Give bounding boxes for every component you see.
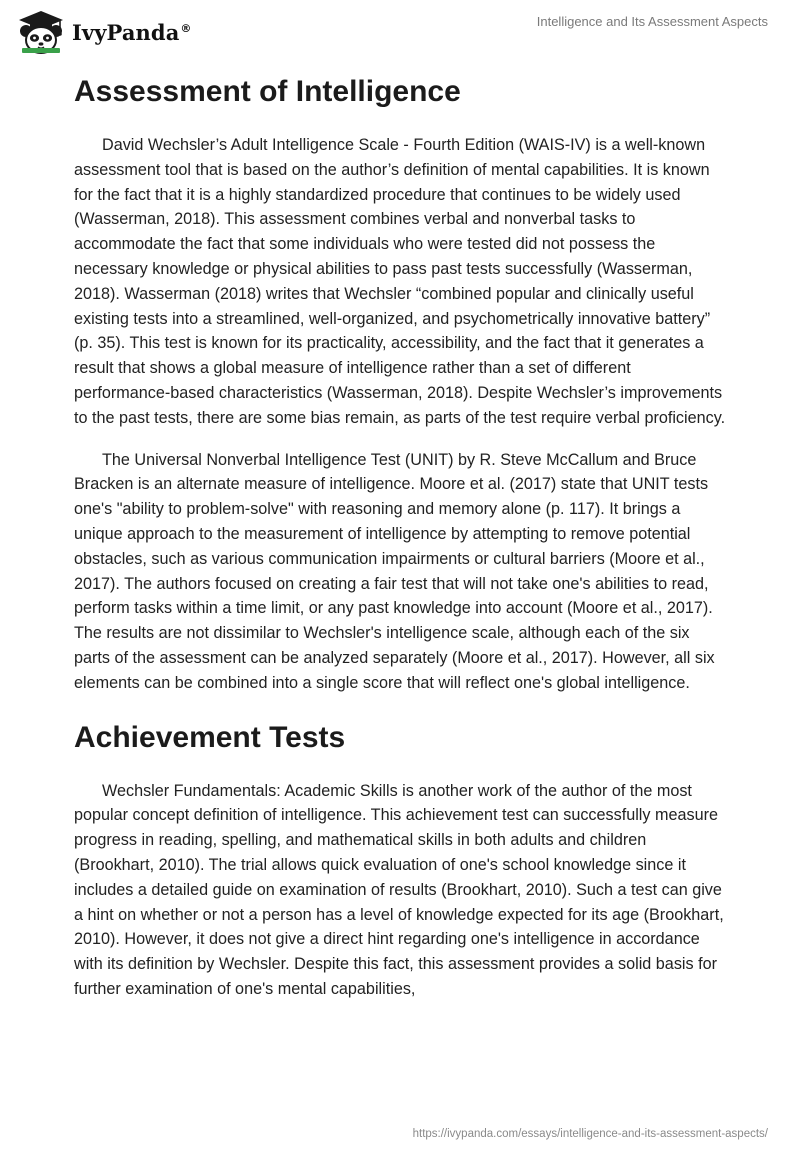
paragraph-unit: The Universal Nonverbal Intelligence Test (UNIT) by R. Steve McCallum and Bruce Bracken is an alternate measure of intelligence. Moore et al. (2017) state that UNIT tests one's "ability to problem-solve" with reasoning and memory alone (p. 117). It brings a unique approach to the measurement of intelligence by attempting to remove potential obstacles, such as various communication impairments or cultural barriers (Moore et al., 2017). The authors focused on creating a fair test that will not take one's abilities to read, perform tasks within a time limit, or any past knowledge into account (Moore et al., 2017). The results are not dissimilar to Wechsler's intelligence scale, although each of the six parts of the assessment can be analyzed separately (Moore et al., 2017). However, all six elements can be combined into a single score that will reflect one's global intelligence.: [74, 450, 715, 692]
paragraph-wais: David Wechsler’s Adult Intelligence Scale - Fourth Edition (WAIS-IV) is a well-known assessment tool that is based on the author’s definition of mental capabilities. It is known for the fact that it is a highly standardized procedure that continues to be widely used (Wasserman, 2018). This assessment combines verbal and nonverbal tasks to accommodate the fact that some individuals who were tested did not possess the necessary knowledge or physical abilities to pass past tests successfully (Wasserman, 2018). Wasserman (2018) writes that Wechsler “combined popular and clinically useful existing tests into a streamlined, well-organized, and psychometrically innovative battery” (p. 35). This test is known for its practicality, accessibility, and the fact that it generates a result that shows a global measure of intelligence rather than a set of different performance-based characteristics (Wasserman, 2018). Despite Wechsler’s improvements to the past tests, there are some bias remain, as parts of the test require verbal proficiency.: [74, 136, 726, 427]
source-url[interactable]: https://ivypanda.com/essays/intelligence-and-its-assessment-aspects/: [412, 1128, 768, 1140]
section-heading-achievement: Achievement Tests: [74, 720, 346, 754]
essay-body: [74, 68, 728, 1019]
registered-mark: ®: [180, 21, 192, 35]
paragraph-wechsler-fundamentals: Wechsler Fundamentals: Academic Skills is another work of the author of the most popular concept definition of intelligence. This achievement test can successfully measure progress in reading, spelling, and mathematical skills in both adults and children (Brookhart, 2010). The trial allows quick evaluation of one's school knowledge since it includes a detailed guide on examination of results (Brookhart, 2010). Such a test can give a hint on whether or not a person has a level of knowledge expected for its age (Brookhart, 2010). However, it does not give a direct hint regarding one's intelligence in accordance with its definition by Wechsler. Despite this fact, this assessment provides a solid basis for further examination of one's mental capabilities,: [74, 781, 724, 998]
ivypanda-logo[interactable]: [16, 8, 192, 56]
section-heading-assessment: Assessment of Intelligence: [74, 75, 461, 108]
page-header: [0, 0, 800, 60]
document-title: Intelligence and Its Assessment Aspects: [536, 14, 768, 29]
brand-name: IvyPanda®: [72, 19, 192, 45]
panda-graduate-icon: [16, 9, 66, 55]
